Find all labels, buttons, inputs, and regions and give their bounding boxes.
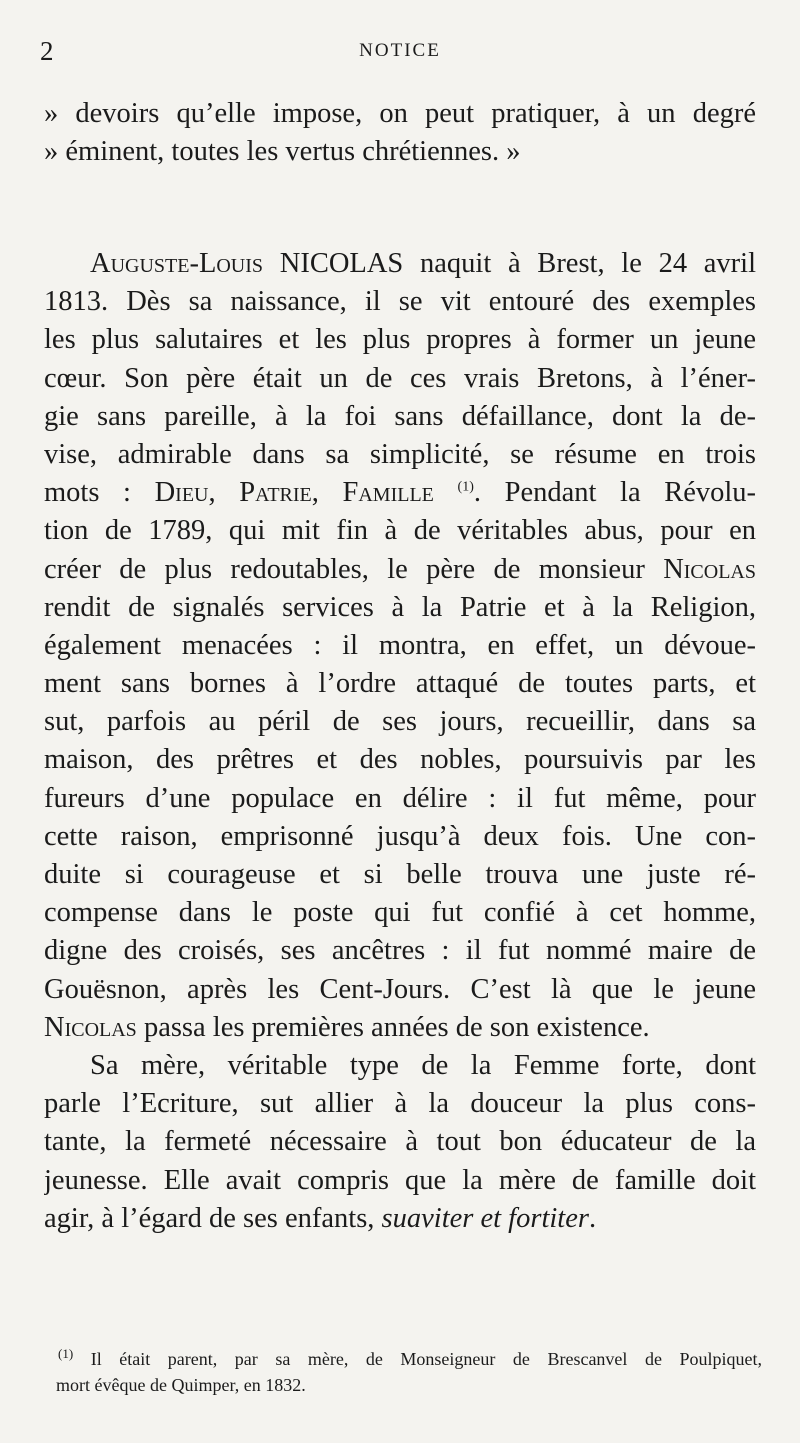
text-line: rendit de signalés services à la Patrie et à la Religion, [44, 591, 756, 623]
text-line: tante, la fermeté nécessaire à tout bon éducateur de la [44, 1126, 756, 1158]
footnote-line: mort évêque de Quimper, en 1832. [56, 1375, 306, 1395]
text-line: » devoirs qu’elle impose, on peut pratiquer, à un degré [44, 98, 756, 129]
motto-word: Famille [342, 477, 434, 509]
text-fragment: , [208, 477, 216, 509]
text-line: Sa mère, véritable type de la Femme forte, dont [90, 1049, 756, 1081]
text-fragment: Il était parent, par sa mère, de Monseigneur de Brescanvel de Poulpiquet, [90, 1349, 762, 1369]
subject-surname: Nicolas [44, 1011, 137, 1043]
latin-phrase: suaviter et fortiter [381, 1202, 589, 1234]
text-line [44, 1009, 756, 1047]
text-line: cette raison, emprisonné jusqu’à deux fois. Une con- [44, 820, 756, 852]
text-line: vise, admirable dans sa simplicité, se résume en trois [44, 438, 756, 470]
text-fragment: , [311, 477, 319, 509]
text-line: maison, des prêtres et des nobles, poursuivis par les [44, 744, 756, 776]
text-fragment: . Pendant la Révolu- [473, 477, 756, 509]
text-line [44, 474, 756, 512]
text-fragment: mots : [44, 477, 131, 509]
text-fragment: passa les premières années de son existence. [143, 1011, 650, 1043]
text-line: cœur. Son père était un de ces vrais Bretons, à l’éner- [44, 362, 756, 394]
subject-surname: NICOLAS [279, 248, 404, 279]
page-header [40, 36, 760, 70]
text-line: les plus salutaires et les plus propres à former un jeune [44, 324, 756, 356]
text-line [44, 1200, 756, 1238]
text-line: jeunesse. Elle avait compris que la mère de famille doit [44, 1164, 756, 1196]
page-number: 2 [40, 36, 54, 66]
text-line [44, 551, 756, 589]
text-line: tion de 1789, qui mit fin à de véritables abus, pour en [44, 515, 756, 547]
text-line: gie sans pareille, à la foi sans défaillance, dont la de- [44, 400, 756, 432]
text-line: digne des croisés, ses ancêtres : il fut nommé maire de [44, 935, 756, 967]
text-fragment: naquit à Brest, le 24 avril [420, 248, 756, 279]
footnote [58, 1346, 762, 1398]
text-line: Gouësnon, après les Cent-Jours. C’est là que le jeune [44, 973, 756, 1005]
text-line: fureurs d’une populace en délire : il fut même, pour [44, 782, 756, 814]
text-fragment: agir, à l’égard de ses enfants, [44, 1202, 375, 1234]
text-line: ment sans bornes à l’ordre attaqué de toutes parts, et [44, 668, 756, 700]
quote-continuation [44, 95, 756, 171]
footnote-reference: (1) [457, 479, 474, 495]
text-fragment: . [588, 1202, 597, 1234]
footnote-marker: (1) [58, 1346, 74, 1361]
text-line [44, 245, 756, 283]
text-line: » éminent, toutes les vertus chrétiennes. » [44, 136, 521, 168]
text-fragment: créer de plus redoutables, le père de monsieur [44, 553, 645, 585]
running-head: NOTICE [359, 40, 441, 61]
subject-name: Auguste-Louis [90, 248, 264, 279]
text-line: sut, parfois au péril de ses jours, recueillir, dans sa [44, 706, 756, 738]
footnote-line [58, 1346, 762, 1372]
text-line: 1813. Dès sa naissance, il se vit entouré des exemples [44, 286, 756, 318]
motto-word: Dieu [154, 477, 209, 509]
text-line: parle l’Ecriture, sut allier à la douceur la plus cons- [44, 1088, 756, 1120]
text-line: également menacées : il montra, en effet, un dévoue- [44, 629, 756, 661]
text-line: compense dans le poste qui fut confié à cet homme, [44, 897, 756, 929]
paragraph-biography [44, 245, 756, 1238]
text-line: duite si courageuse et si belle trouva une juste ré- [44, 859, 756, 890]
subject-surname: Nicolas [663, 553, 756, 585]
motto-word: Patrie [239, 477, 312, 509]
